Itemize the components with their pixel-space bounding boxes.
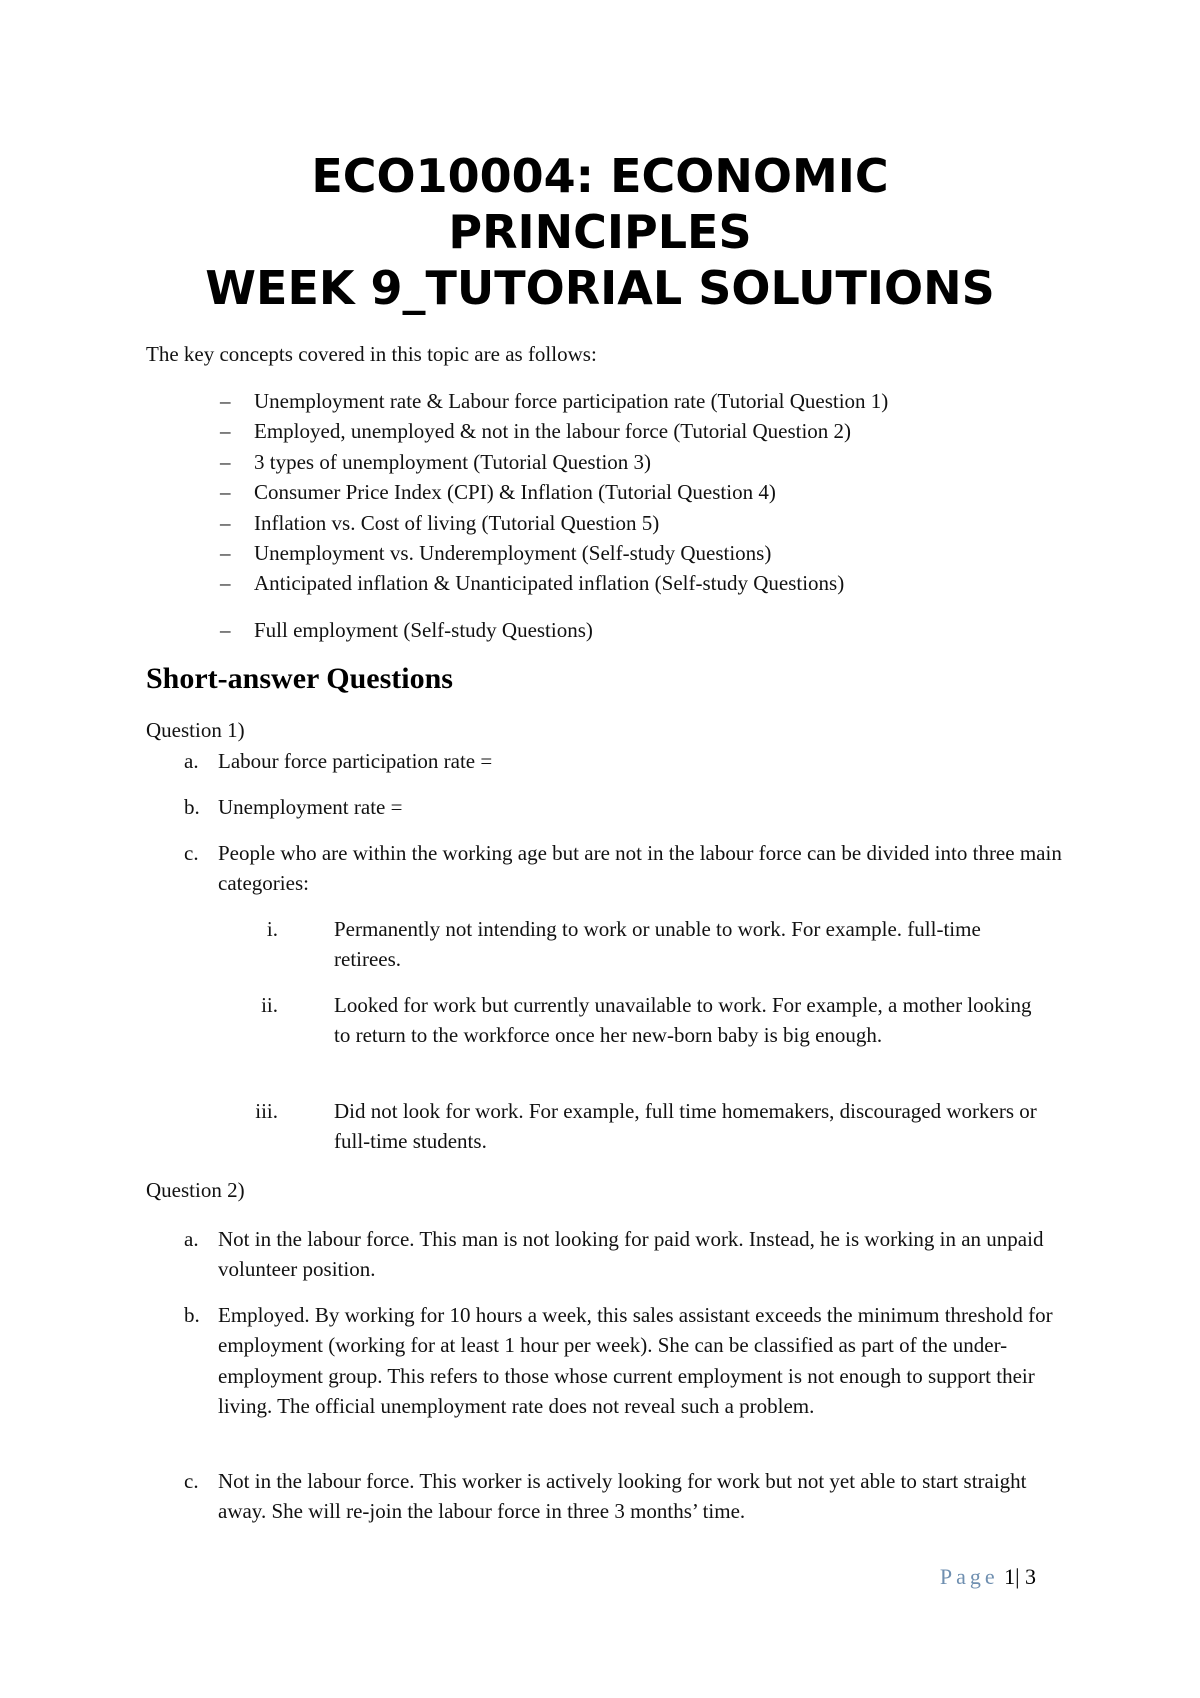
list-item — [146, 538, 1086, 568]
item-text: Did not look for work. For example, full time homemakers, discouraged workers or full-time students. — [334, 1099, 1037, 1154]
page-footer — [940, 1564, 1036, 1590]
list-item — [146, 568, 1086, 598]
dash-bullet: – — [220, 449, 231, 474]
question-1-label: Question 1) — [146, 718, 245, 742]
list-item — [146, 477, 1086, 507]
item-marker: a. — [184, 749, 199, 773]
concept-text: Unemployment rate & Labour force participation rate (Tutorial Question 1) — [254, 389, 889, 413]
q1-sub-item-ii — [261, 990, 1046, 1051]
list-item — [146, 447, 1086, 477]
item-marker: c. — [184, 1469, 199, 1493]
concept-text: Unemployment vs. Underemployment (Self-study Questions) — [254, 540, 772, 565]
item-marker: b. — [184, 1303, 200, 1327]
q2-item-b — [146, 1300, 1076, 1422]
item-text: Labour force participation rate = — [218, 749, 493, 773]
item-text: Permanently not intending to work or unable to work. For example. full-time retirees. — [334, 917, 981, 972]
item-text: Employed. By working for 10 hours a week, this sales assistant exceeds the minimum threshold for employment (working for at least 1 hour per week). She can be classified as part of the under-employment group. This refers to those whose current employment is not enough to support their living. The official unemployment rate does not reveal such a problem. — [218, 1303, 1053, 1419]
title-line-3: WEEK 9_TUTORIAL SOLUTIONS — [205, 261, 995, 315]
page-separator: | — [1015, 1564, 1020, 1589]
concept-text: 3 types of unemployment (Tutorial Question 3) — [254, 449, 652, 474]
intro-text: The key concepts covered in this topic are as follows: — [146, 342, 597, 366]
list-item — [146, 615, 1086, 645]
item-text: Unemployment rate = — [218, 795, 403, 819]
concept-text: Inflation vs. Cost of living (Tutorial Question 5) — [254, 510, 660, 535]
item-marker: i. — [266, 917, 278, 941]
section-heading: Short-answer Questions — [146, 662, 453, 695]
concepts-list — [146, 386, 1086, 645]
item-marker: iii. — [255, 1099, 278, 1123]
question-2-label: Question 2) — [146, 1178, 245, 1202]
list-item — [146, 416, 1086, 446]
q1-sub-item-iii — [255, 1096, 1046, 1157]
q2-item-c — [146, 1466, 1076, 1527]
dash-bullet: – — [220, 571, 231, 596]
total-pages: 3 — [1025, 1564, 1036, 1589]
dash-bullet: – — [220, 480, 231, 505]
title-line-1: ECO10004: ECONOMIC — [311, 149, 889, 203]
item-marker: c. — [184, 841, 199, 865]
item-text: Not in the labour force. This man is not looking for paid work. Instead, he is working in an unpaid volunteer position. — [218, 1227, 1044, 1282]
title-line-2: PRINCIPLES — [448, 205, 752, 259]
q2-item-a — [146, 1224, 1076, 1285]
dash-bullet: – — [220, 617, 231, 642]
item-text: People who are within the working age but are not in the labour force can be divided into three main categories: — [218, 841, 1062, 896]
item-text: Looked for work but currently unavailable to work. For example, a mother looking to return to the workforce once her new-born baby is big enough. — [334, 993, 1032, 1048]
dash-bullet: – — [220, 510, 231, 535]
item-text: Not in the labour force. This worker is actively looking for work but not yet able to start straight away. She will re-join the labour force in three 3 months’ time. — [218, 1469, 1027, 1524]
item-marker: ii. — [261, 993, 278, 1017]
dash-bullet: – — [220, 540, 231, 565]
q1-sub-item-i — [266, 914, 1046, 975]
concept-text: Employed, unemployed & not in the labour force (Tutorial Question 2) — [254, 419, 852, 444]
item-marker: b. — [184, 795, 200, 819]
page-word: Page — [939, 1564, 999, 1589]
concept-text: Anticipated inflation & Unanticipated inflation (Self-study Questions) — [254, 571, 845, 596]
q1-item-a — [146, 746, 1086, 776]
page-number: 1 — [1004, 1564, 1016, 1589]
item-marker: a. — [184, 1227, 199, 1251]
list-item — [146, 508, 1086, 538]
dash-bullet: – — [220, 419, 231, 444]
list-item — [146, 386, 1086, 416]
q1-item-c — [146, 838, 1076, 899]
dash-bullet: – — [220, 389, 231, 413]
concept-text: Full employment (Self-study Questions) — [254, 617, 593, 642]
concept-text: Consumer Price Index (CPI) & Inflation (Tutorial Question 4) — [254, 480, 776, 505]
q1-item-b — [146, 792, 1086, 822]
